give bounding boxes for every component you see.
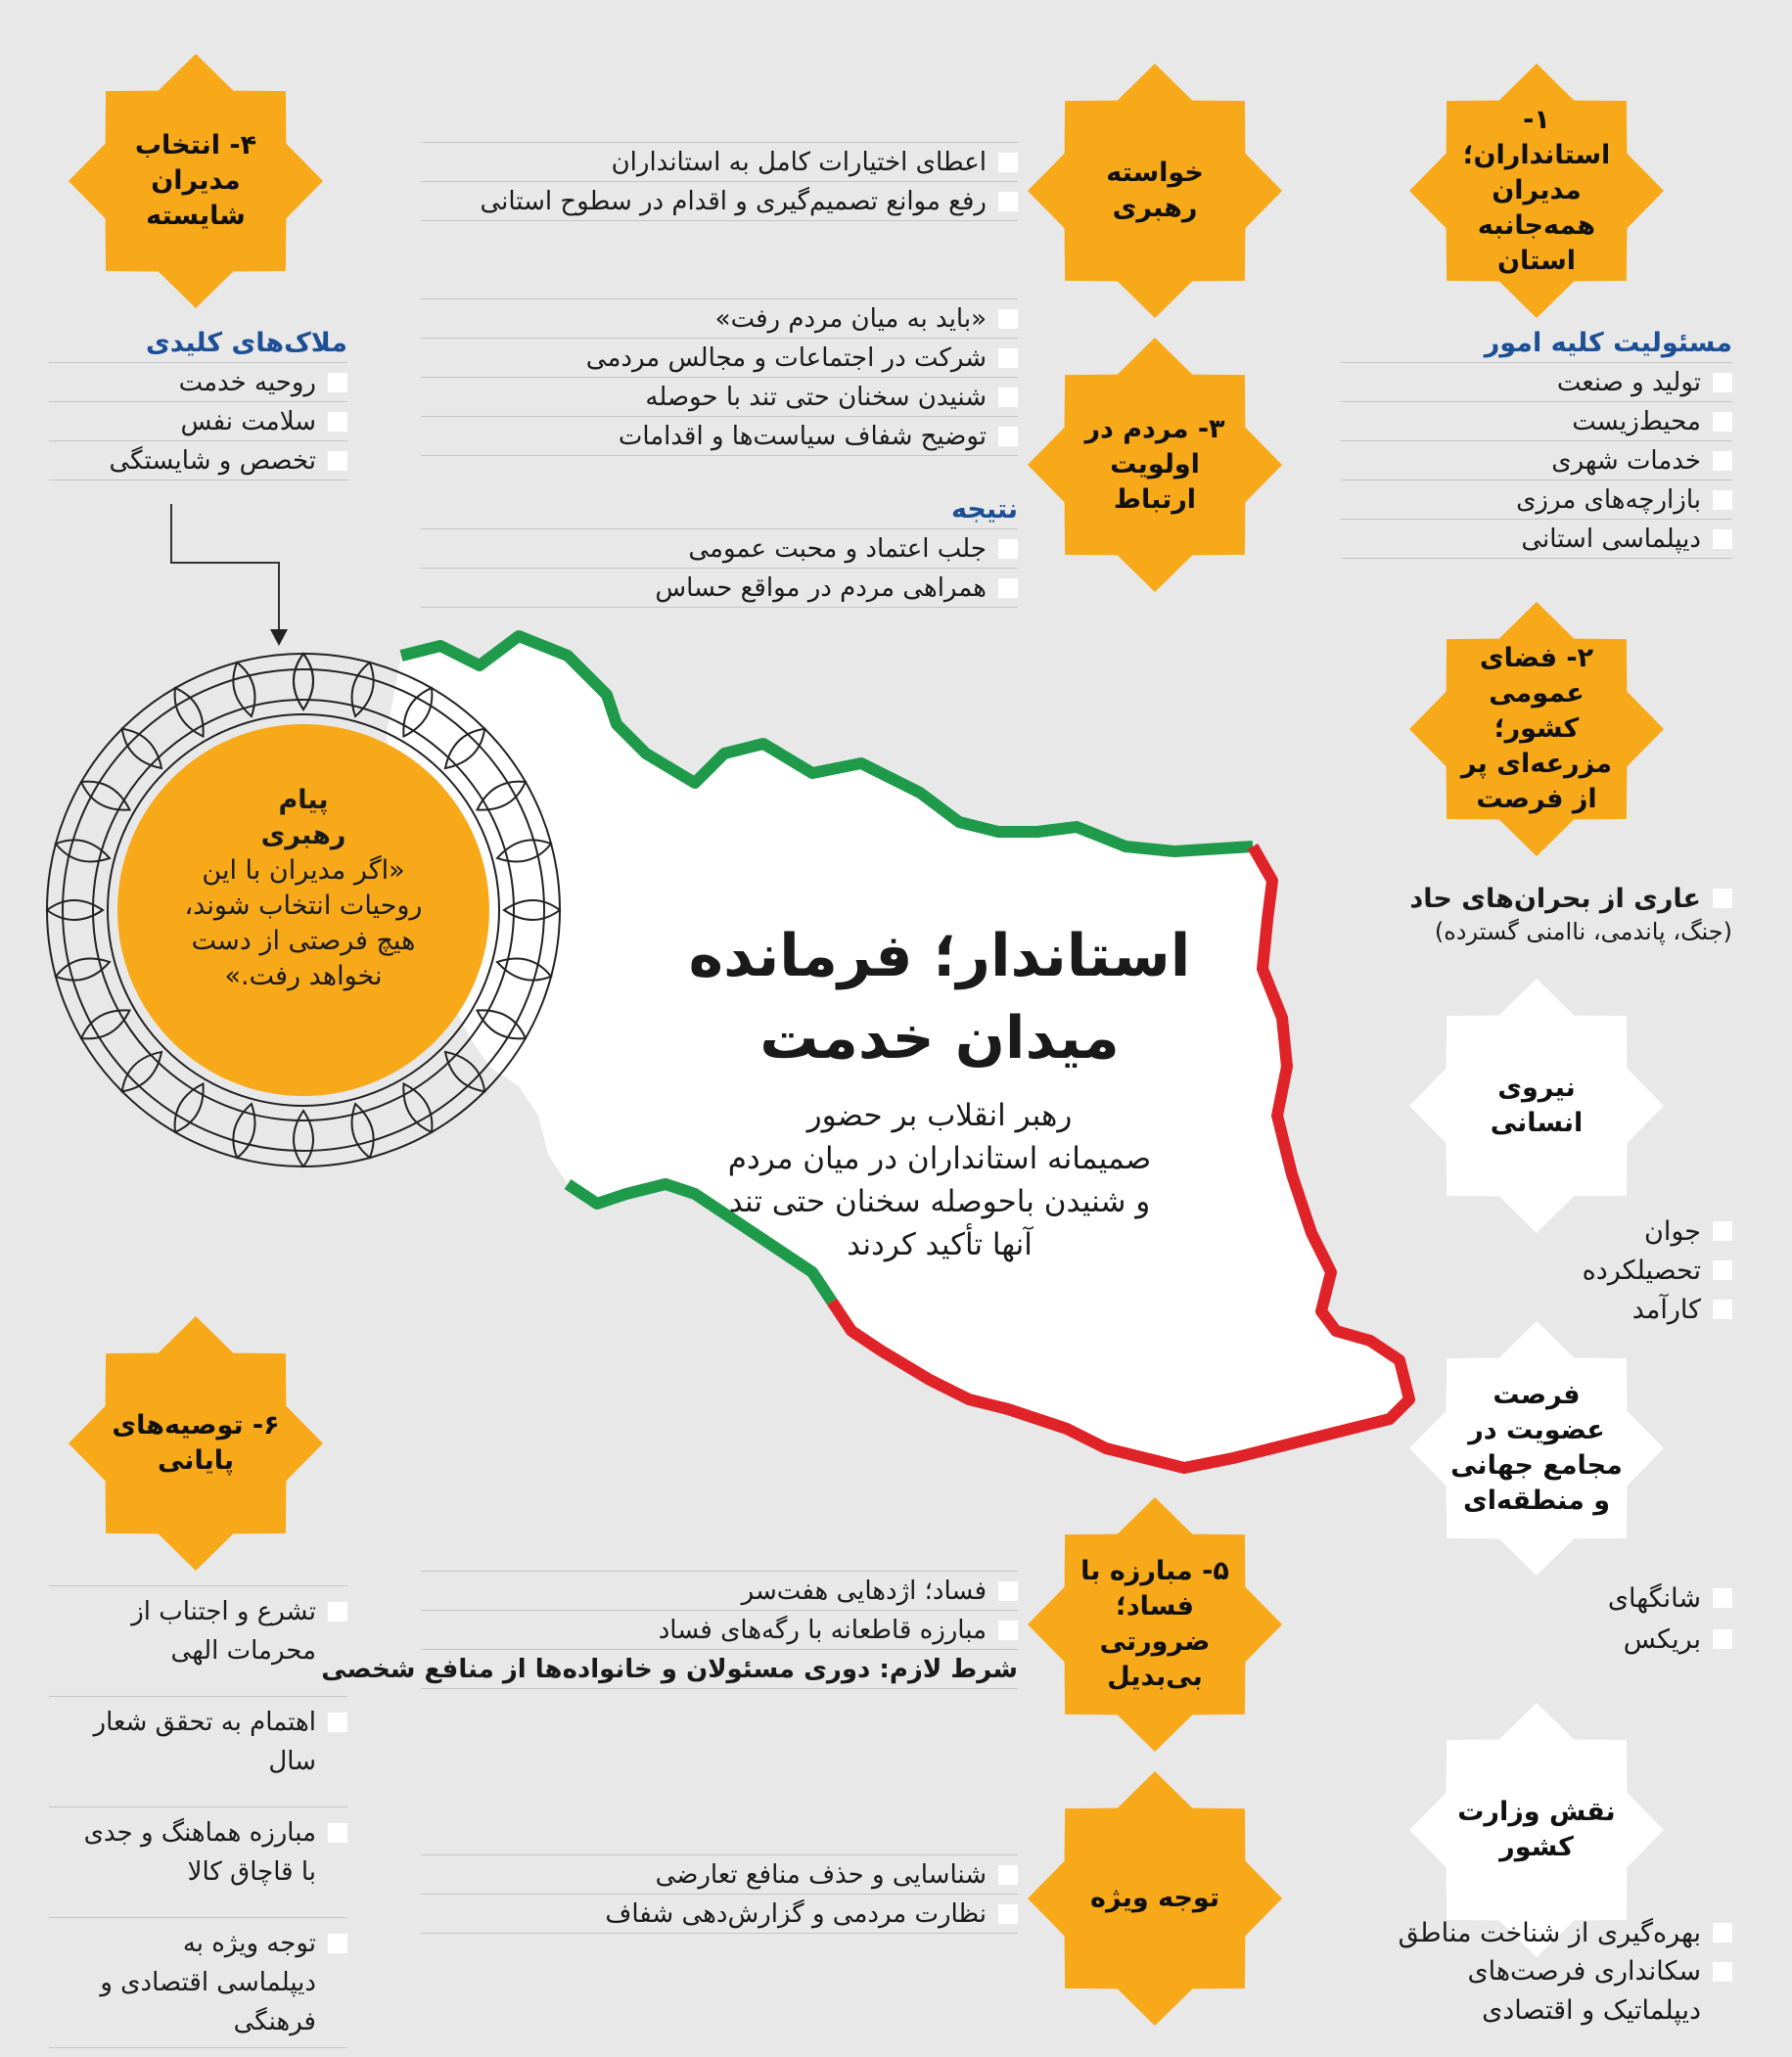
list-item-text: شرط لازم: دوری مسئولان و خانواده‌ها از منافع شخصی <box>321 1654 1018 1684</box>
leader-message-title: پیام <box>278 785 329 815</box>
leader-message <box>127 783 480 994</box>
list-item <box>421 298 1018 338</box>
checkbox-icon <box>998 1581 1018 1601</box>
checkbox-icon <box>328 1602 347 1622</box>
checkbox-icon <box>328 1823 347 1843</box>
list-item <box>1341 440 1732 480</box>
star-label: نقش وزارت کشور <box>1457 1797 1616 1862</box>
list-item-text: سلامت نفس <box>180 406 316 436</box>
star-badge-selection <box>69 54 323 308</box>
star-badge-public-space <box>1409 602 1664 856</box>
star-label: ۱- استانداران؛ مدیران همه‌جانبه استان <box>1462 105 1611 276</box>
checkbox-icon <box>1713 1588 1732 1608</box>
list-item-text: تشرع و اجتناب از محرمات الهی <box>131 1597 316 1666</box>
list-item-text: اهتمام به تحقق شعار سال <box>93 1708 316 1776</box>
list-item-text: شانگهای <box>1607 1582 1701 1614</box>
list-item-text: بازارچه‌های مرزی <box>1516 484 1701 515</box>
checkbox-icon <box>998 153 1018 172</box>
checkbox-icon <box>998 1621 1018 1640</box>
checkbox-icon <box>328 1713 347 1732</box>
checkbox-icon <box>328 373 347 392</box>
star-label: ۳- مردم در اولویت ارتباط <box>1084 414 1225 515</box>
list-item-text: تولید و صنعت <box>1556 367 1701 397</box>
list-item-text: همراهی مردم در مواقع حساس <box>655 572 987 603</box>
checkbox-icon <box>1713 1221 1732 1241</box>
list-item-text: نظارت مردمی و گزارش‌دهی شفاف <box>605 1898 987 1929</box>
star-label: ۵- مبارزه با فساد؛ ضرورتی بی‌بدیل <box>1080 1556 1229 1692</box>
section-heading: نتیجه <box>950 493 1018 525</box>
main-subtitle-line: و شنیدن باحوصله سخنان حتی تند <box>728 1184 1151 1219</box>
checkbox-icon <box>998 192 1018 211</box>
checkbox-icon <box>1713 412 1732 432</box>
star-badge-special <box>1028 1771 1282 2026</box>
checkbox-icon <box>998 427 1018 446</box>
list-item-condition <box>321 1649 1018 1689</box>
membership-list <box>1527 1577 1732 1660</box>
checkbox-icon <box>1713 1300 1732 1319</box>
checkbox-icon <box>1713 373 1732 392</box>
leader-message-title: رهبری <box>260 820 346 850</box>
star-label: ۴- انتخاب مدیران شایسته <box>134 130 257 231</box>
checkbox-icon <box>328 1934 347 1953</box>
main-title-line1: استاندار؛ فرمانده <box>688 922 1191 990</box>
star-label: ۲- فضای عمومی کشور؛ مزرعه‌ای پر از فرصت <box>1460 643 1613 814</box>
checkbox-icon <box>998 388 1018 407</box>
list-item <box>421 1610 1018 1649</box>
leader-message-line: «اگر مدیران با این <box>202 855 405 886</box>
list-item <box>1341 401 1732 440</box>
result-list <box>421 489 1018 608</box>
list-item <box>421 568 1018 608</box>
connector-arrow <box>157 504 294 651</box>
list-item <box>1527 1290 1732 1329</box>
list-item-text: تحصیلکرده <box>1582 1255 1701 1286</box>
list-item <box>1527 1577 1732 1619</box>
list-item-note: (جنگ، پاندمی، ناامنی گسترده) <box>1434 918 1732 945</box>
list-item <box>421 528 1018 568</box>
list-item <box>421 338 1018 377</box>
list-item <box>49 362 347 401</box>
responsibilities-list <box>1341 323 1732 559</box>
criteria-list <box>49 323 347 480</box>
list-item-text: بریکس <box>1623 1623 1701 1655</box>
checkbox-icon <box>1713 529 1732 549</box>
list-item <box>421 1854 1018 1894</box>
main-title <box>685 915 1194 1079</box>
list-item <box>49 1917 347 2048</box>
list-item <box>421 1571 1018 1610</box>
section-heading: ملاک‌های کلیدی <box>146 327 347 358</box>
list-item-text: خدمات شهری <box>1551 445 1701 476</box>
list-item-text: کارآمد <box>1631 1294 1701 1325</box>
list-item-text: روحیه خدمت <box>178 367 316 397</box>
list-item <box>49 440 347 480</box>
crisis-free-note <box>1351 879 1732 953</box>
checkbox-icon <box>1713 451 1732 471</box>
checkbox-icon <box>998 578 1018 598</box>
leader-message-line: نخواهد رفت.» <box>224 961 383 991</box>
list-item <box>49 1806 347 1897</box>
checkbox-icon <box>1713 1962 1732 1982</box>
list-item <box>1341 519 1732 559</box>
checkbox-icon <box>1713 1923 1732 1943</box>
star-badge-final <box>69 1316 323 1571</box>
main-subtitle-line: صمیمانه استانداران در میان مردم <box>727 1141 1152 1176</box>
list-item <box>1370 1913 1732 1952</box>
list-item <box>421 416 1018 456</box>
checkbox-icon <box>998 348 1018 368</box>
list-item <box>1370 1952 1732 2031</box>
checkbox-icon <box>328 451 347 471</box>
checkbox-icon <box>998 309 1018 329</box>
list-item <box>1527 1211 1732 1251</box>
checkbox-icon <box>1713 1629 1732 1649</box>
list-item-text: مبارزه قاطعانه با رگه‌های فساد <box>658 1615 987 1645</box>
final-recommendations-list <box>49 1585 347 2048</box>
star-label: ۶- توصیه‌های پایانی <box>112 1410 280 1476</box>
list-item-text: سکانداری فرصت‌های دیپلماتیک و اقتصادی <box>1467 1956 1701 2026</box>
list-item-text: جوان <box>1644 1215 1701 1247</box>
list-item <box>421 1894 1018 1934</box>
list-item-text: دیپلماسی استانی <box>1521 524 1701 554</box>
leader-message-line: روحیات انتخاب شوند، <box>184 891 423 921</box>
people-list <box>421 298 1018 456</box>
section-heading: مسئولیت کلیه امور <box>1484 327 1732 358</box>
list-item-text: مبارزه هماهنگ و جدی با قاچاق کالا <box>83 1818 316 1887</box>
list-item-text: توجه ویژه به دیپلماسی اقتصادی و فرهنگی <box>100 1929 316 2036</box>
checkbox-icon <box>1713 1260 1732 1280</box>
star-badge-people <box>1028 338 1282 592</box>
list-item-text: تخصص و شایستگی <box>109 445 316 476</box>
list-item-text: شنیدن سخنان حتی تند با حوصله <box>645 382 987 412</box>
list-item-text: «باید به میان مردم رفت» <box>714 303 987 334</box>
list-item-text: توضیح شفاف سیاست‌ها و اقدامات <box>618 421 987 451</box>
main-subtitle-line: رهبر انقلاب بر حضور <box>806 1098 1073 1133</box>
list-item-text: فساد؛ اژدهایی هفت‌سر <box>741 1576 987 1606</box>
checkbox-icon <box>1713 490 1732 510</box>
checkbox-icon <box>998 1865 1018 1885</box>
list-item-text: محیط‌زیست <box>1572 406 1701 436</box>
list-item-text: رفع موانع تصمیم‌گیری و اقدام در سطوح استانی <box>480 186 987 216</box>
list-item-text: جلب اعتماد و محبت عمومی <box>688 533 987 564</box>
corruption-list <box>321 1571 1018 1689</box>
leader-message-line: هیچ فرصتی از دست <box>191 926 416 956</box>
list-item <box>1351 879 1732 918</box>
star-label: فرصت عضویت در مجامع جهانی و منطقه‌ای <box>1450 1380 1623 1516</box>
list-item <box>421 377 1018 416</box>
star-label: نیروی انسانی <box>1490 1073 1584 1138</box>
checkbox-icon <box>1713 889 1732 908</box>
star-label: توجه ویژه <box>1090 1883 1219 1913</box>
star-badge-demand <box>1028 64 1282 318</box>
star-badge-corruption <box>1028 1497 1282 1752</box>
list-item <box>421 181 1018 221</box>
checkbox-icon <box>998 1904 1018 1924</box>
star-badge-governors <box>1409 64 1664 318</box>
list-item-text: اعطای اختیارات کامل به استانداران <box>611 147 987 177</box>
main-title-line2: میدان خدمت <box>759 1004 1120 1073</box>
list-item <box>1527 1619 1732 1660</box>
list-item <box>49 401 347 440</box>
list-item-text: بهره‌گیری از شناخت مناطق <box>1398 1917 1701 1948</box>
list-item <box>1341 362 1732 401</box>
star-badge-workforce <box>1409 979 1664 1233</box>
main-subtitle <box>685 1094 1194 1266</box>
list-item <box>49 1585 347 1676</box>
list-item <box>49 1696 347 1787</box>
ministry-list <box>1370 1913 1732 2031</box>
list-item-text: عاری از بحران‌های حاد <box>1409 883 1701 914</box>
workforce-list <box>1527 1211 1732 1329</box>
list-item-text: شناسایی و حذف منافع تعارضی <box>655 1859 987 1890</box>
checkbox-icon <box>998 539 1018 559</box>
main-subtitle-line: آنها تأکید کردند <box>847 1227 1033 1262</box>
list-item <box>1341 480 1732 519</box>
checkbox-icon <box>328 412 347 432</box>
special-list <box>421 1854 1018 1934</box>
list-item <box>1527 1251 1732 1290</box>
star-label: خواسته رهبری <box>1106 158 1204 223</box>
star-badge-membership <box>1409 1321 1664 1576</box>
list-item-text: شرکت در اجتماعات و مجالس مردمی <box>585 343 987 373</box>
demand-list <box>421 142 1018 221</box>
list-item <box>421 142 1018 181</box>
